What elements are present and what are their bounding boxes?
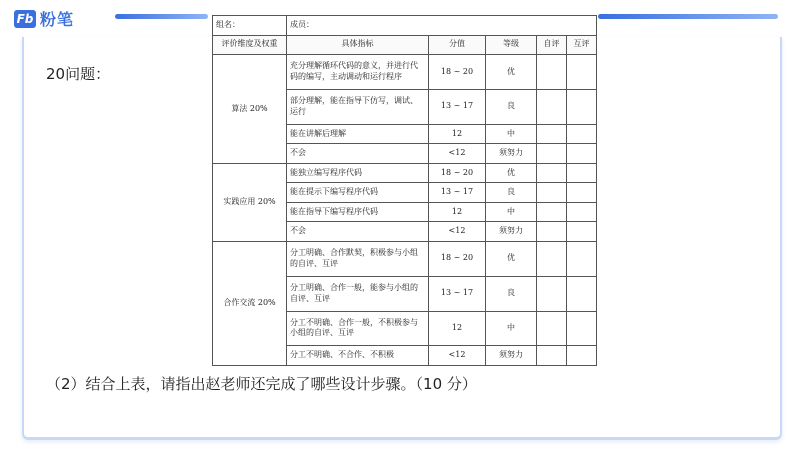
grade-cell: 须努力 — [486, 346, 537, 366]
group-label: 组名： — [213, 16, 287, 36]
self-eval-cell — [537, 144, 567, 164]
peer-eval-cell — [567, 346, 597, 366]
peer-eval-cell — [567, 202, 597, 222]
header-peer-eval: 互评 — [567, 35, 597, 55]
evaluation-table-image — [212, 15, 596, 366]
indicator-cell: 分工不明确、不合作、不积极 — [287, 346, 429, 366]
score-cell: <12 — [429, 346, 486, 366]
grade-cell: 良 — [486, 276, 537, 311]
group-info-row — [213, 16, 597, 36]
grade-cell: 须努力 — [486, 144, 537, 164]
self-eval-cell — [537, 241, 567, 276]
self-eval-cell — [537, 311, 567, 346]
indicator-cell: 不会 — [287, 144, 429, 164]
table-row — [213, 163, 597, 183]
logo-mark: Fb — [14, 10, 36, 28]
grade-cell: 良 — [486, 183, 537, 203]
fenbi-logo — [14, 7, 74, 30]
question-text: （2）结合上表，请指出赵老师还完成了哪些设计步骤。（10 分） — [46, 375, 477, 393]
grade-cell: 优 — [486, 163, 537, 183]
logo-text: 粉笔 — [40, 10, 75, 29]
indicator-cell: 能在讲解后理解 — [287, 124, 429, 144]
header-score: 分值 — [429, 35, 486, 55]
table-row — [213, 55, 597, 90]
score-cell: 13 ~ 17 — [429, 183, 486, 203]
grade-cell: 须努力 — [486, 222, 537, 242]
dimension-cell: 算法 20% — [213, 55, 287, 164]
members-label: 成员： — [287, 16, 597, 36]
grade-cell: 中 — [486, 311, 537, 346]
header-indicator: 具体指标 — [287, 35, 429, 55]
indicator-cell: 部分理解，能在指导下仿写，调试、运行 — [287, 89, 429, 124]
peer-eval-cell — [567, 163, 597, 183]
score-cell: 12 — [429, 124, 486, 144]
peer-eval-cell — [567, 89, 597, 124]
header-self-eval: 自评 — [537, 35, 567, 55]
score-cell: 18 ~ 20 — [429, 55, 486, 90]
self-eval-cell — [537, 183, 567, 203]
self-eval-cell — [537, 222, 567, 242]
score-cell: <12 — [429, 222, 486, 242]
score-cell: 13 ~ 17 — [429, 276, 486, 311]
peer-eval-cell — [567, 55, 597, 90]
top-accent-bar-right — [598, 14, 778, 19]
score-cell: <12 — [429, 144, 486, 164]
score-cell: 13 ~ 17 — [429, 89, 486, 124]
evaluation-table — [212, 15, 597, 366]
indicator-cell: 分工不明确、合作一般，不积极参与小组的自评、互评 — [287, 311, 429, 346]
header-row — [213, 35, 597, 55]
score-cell: 12 — [429, 202, 486, 222]
peer-eval-cell — [567, 222, 597, 242]
indicator-cell: 不会 — [287, 222, 429, 242]
self-eval-cell — [537, 55, 567, 90]
self-eval-cell — [537, 202, 567, 222]
table-row — [213, 241, 597, 276]
peer-eval-cell — [567, 276, 597, 311]
indicator-cell: 分工明确、合作一般，能参与小组的自评、互评 — [287, 276, 429, 311]
self-eval-cell — [537, 276, 567, 311]
grade-cell: 优 — [486, 55, 537, 90]
question-number: 20问题： — [46, 65, 111, 83]
peer-eval-cell — [567, 124, 597, 144]
indicator-cell: 充分理解循环代码的意义，并进行代码的编写，主动调动和运行程序 — [287, 55, 429, 90]
peer-eval-cell — [567, 241, 597, 276]
self-eval-cell — [537, 346, 567, 366]
grade-cell: 中 — [486, 202, 537, 222]
grade-cell: 中 — [486, 124, 537, 144]
indicator-cell: 分工明确、合作默契，积极参与小组的自评、互评 — [287, 241, 429, 276]
peer-eval-cell — [567, 311, 597, 346]
grade-cell: 优 — [486, 241, 537, 276]
peer-eval-cell — [567, 183, 597, 203]
self-eval-cell — [537, 89, 567, 124]
header-grade: 等级 — [486, 35, 537, 55]
dimension-cell: 实践应用 20% — [213, 163, 287, 241]
top-accent-bar-left — [115, 14, 208, 19]
score-cell: 18 ~ 20 — [429, 163, 486, 183]
score-cell: 18 ~ 20 — [429, 241, 486, 276]
grade-cell: 良 — [486, 89, 537, 124]
dimension-cell: 合作交流 20% — [213, 241, 287, 365]
self-eval-cell — [537, 163, 567, 183]
indicator-cell: 能独立编写程序代码 — [287, 163, 429, 183]
indicator-cell: 能在提示下编写程序代码 — [287, 183, 429, 203]
indicator-cell: 能在指导下编写程序代码 — [287, 202, 429, 222]
header-dimension: 评价维度及权重 — [213, 35, 287, 55]
score-cell: 12 — [429, 311, 486, 346]
self-eval-cell — [537, 124, 567, 144]
peer-eval-cell — [567, 144, 597, 164]
